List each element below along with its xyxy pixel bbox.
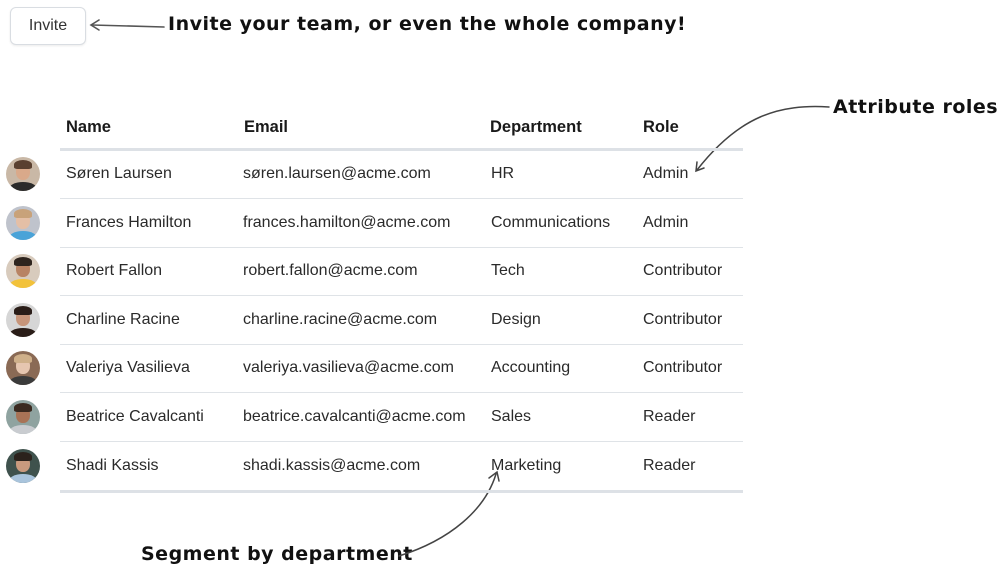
table-row[interactable] <box>0 442 743 490</box>
table-row[interactable] <box>0 296 743 344</box>
table-header <box>60 112 743 151</box>
avatar-shirt <box>9 376 37 385</box>
cell-role[interactable]: Reader <box>643 408 696 425</box>
row-cells <box>60 199 743 248</box>
annotation-invite: Invite your team, or even the whole company! <box>168 13 687 35</box>
cell-department: Design <box>491 310 541 328</box>
cell-role[interactable]: Contributor <box>643 262 723 280</box>
column-header-name[interactable]: Name <box>66 118 111 136</box>
avatar <box>6 254 40 288</box>
avatar-shirt <box>9 328 37 337</box>
avatar-hair <box>14 257 32 266</box>
cell-role[interactable]: Admin <box>643 165 689 182</box>
row-cells <box>60 344 743 393</box>
avatar <box>6 400 40 434</box>
avatar <box>6 351 40 385</box>
cell-name: Beatrice Cavalcanti <box>66 408 204 425</box>
avatar <box>6 206 40 240</box>
avatar-shirt <box>9 425 37 434</box>
cell-role[interactable]: Contributor <box>643 359 723 377</box>
avatar-hair <box>14 209 32 218</box>
cell-name: Valeriya Vasilieva <box>66 359 190 377</box>
cell-name: Frances Hamilton <box>66 213 192 231</box>
cell-department: Communications <box>491 213 611 231</box>
annotation-segment-department: Segment by department <box>141 543 413 565</box>
cell-email: valeriya.vasilieva@acme.com <box>243 359 454 377</box>
table-row[interactable] <box>0 344 743 392</box>
cell-email: charline.racine@acme.com <box>243 310 438 328</box>
avatar-hair <box>14 354 32 363</box>
cell-department: Accounting <box>491 359 571 377</box>
row-cells <box>60 150 743 199</box>
cell-name: Robert Fallon <box>66 262 163 280</box>
avatar <box>6 303 40 337</box>
cell-department: Marketing <box>491 456 562 474</box>
avatar <box>6 157 40 191</box>
row-cells <box>60 247 743 296</box>
cell-name: Charline Racine <box>66 310 180 328</box>
invite-button[interactable]: Invite <box>10 7 86 45</box>
avatar <box>6 449 40 483</box>
row-cells <box>60 296 743 345</box>
cell-role[interactable]: Contributor <box>643 310 723 328</box>
annotation-attribute-roles: Attribute roles <box>833 96 999 118</box>
avatar-shirt <box>9 279 37 288</box>
column-header-email[interactable]: Email <box>244 118 289 136</box>
table-row[interactable] <box>0 393 743 441</box>
cell-name: Søren Laursen <box>66 165 172 182</box>
cell-department: HR <box>491 165 515 182</box>
cell-email: frances.hamilton@acme.com <box>243 213 451 231</box>
cell-email: søren.laursen@acme.com <box>243 165 431 182</box>
avatar-hair <box>14 452 32 461</box>
arrow-to-invite-icon <box>91 20 164 30</box>
row-cells <box>60 393 743 442</box>
avatar-hair <box>14 403 32 412</box>
cell-email: beatrice.cavalcanti@acme.com <box>243 408 466 425</box>
cell-department: Tech <box>491 262 525 280</box>
cell-email: robert.fallon@acme.com <box>243 262 418 280</box>
cell-name: Shadi Kassis <box>66 456 159 474</box>
column-header-department[interactable]: Department <box>490 118 582 136</box>
cell-role[interactable]: Admin <box>643 213 689 231</box>
table-row[interactable] <box>0 199 743 247</box>
table-row[interactable] <box>0 247 743 295</box>
avatar-shirt <box>9 182 37 191</box>
cell-department: Sales <box>491 408 532 425</box>
row-cells <box>60 442 743 493</box>
cell-email: shadi.kassis@acme.com <box>243 456 421 474</box>
column-header-role[interactable]: Role <box>643 118 679 136</box>
avatar-hair <box>14 160 32 169</box>
cell-role[interactable]: Reader <box>643 456 696 474</box>
table-row[interactable] <box>0 150 743 198</box>
avatar-hair <box>14 306 32 315</box>
